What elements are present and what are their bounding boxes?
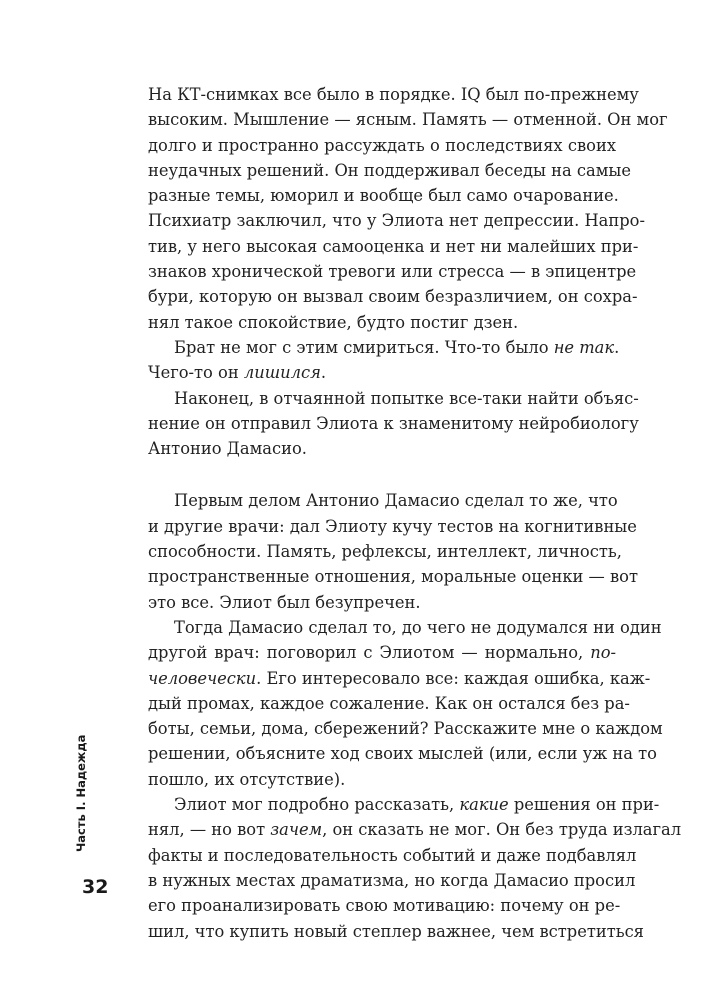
text-line: высоким. Мышление — ясным. Память — отменной. Он мог bbox=[148, 110, 668, 130]
text-run: другой врач: поговорил с Элиотом — нормально, bbox=[148, 643, 591, 663]
text-line: боты, семьи, дома, сбережений? Расскажите мне о каждом bbox=[148, 719, 663, 739]
text-line: способности. Память, рефлексы, интеллект, личность, bbox=[148, 542, 622, 562]
text-line: Наконец, в отчаянной попытке все-таки найти объяс- bbox=[174, 388, 639, 408]
text-line: в нужных местах драматизма, но когда Дамасио просил bbox=[148, 870, 636, 890]
text-line: Антонио Дамасио. bbox=[148, 439, 307, 459]
emphasis: какие bbox=[459, 795, 509, 815]
text-line: пространственные отношения, моральные оценки — вот bbox=[148, 567, 638, 587]
text-run: . bbox=[320, 363, 327, 383]
text-line: На КТ-снимках все было в порядке. IQ был по-прежнему bbox=[148, 85, 639, 104]
text-line: Тогда Дамасио сделал то, до чего не додумался ни один bbox=[174, 617, 662, 637]
section-break bbox=[148, 461, 616, 488]
text-line: Психиатр заключил, что у Элиота нет депрессии. Напро- bbox=[148, 211, 645, 231]
text-line bbox=[148, 335, 620, 360]
text-line bbox=[148, 666, 651, 691]
text-line bbox=[148, 792, 660, 817]
text-line bbox=[148, 360, 616, 385]
text-run: . Его интересовало все: каждая ошибка, каж- bbox=[256, 668, 651, 688]
text-run: Элиот мог подробно рассказать, bbox=[174, 795, 460, 815]
text-line: разные темы, юморил и вообще был само очарование. bbox=[148, 186, 619, 206]
emphasis: человечески bbox=[148, 668, 257, 688]
emphasis: лишился bbox=[243, 363, 321, 383]
running-header: Часть I. Надежда bbox=[74, 734, 88, 852]
page-number: 32 bbox=[82, 876, 109, 898]
text-line: бури, которую он вызвал своим безразличием, он сохра- bbox=[148, 287, 638, 307]
text-run: Брат не мог с этим смириться. Что-то было bbox=[174, 337, 554, 357]
text-run: нял, — но вот bbox=[148, 820, 271, 840]
text-line: нение он отправил Элиота к знаменитому нейробиологу bbox=[148, 413, 639, 433]
text-line: Первым делом Антонио Дамасио сделал то же, что bbox=[174, 491, 618, 511]
text-line: его проанализировать свою мотивацию: почему он ре- bbox=[148, 896, 621, 916]
emphasis: зачем bbox=[270, 820, 323, 840]
text-line: шил, что купить новый степлер важнее, чем встретиться bbox=[148, 921, 644, 941]
text-line: тив, у него высокая самооценка и нет ни малейших при- bbox=[148, 236, 639, 256]
text-line: факты и последовательность событий и даже подбавлял bbox=[148, 845, 637, 865]
emphasis: по- bbox=[590, 643, 616, 663]
text-run: , он сказать не мог. Он без труда излагал bbox=[322, 820, 682, 840]
text-run: решения он при- bbox=[508, 795, 660, 815]
text-line: долго и пространно рассуждать о последствиях своих bbox=[148, 135, 616, 155]
text-line: знаков хронической тревоги или стресса — в эпицентре bbox=[148, 262, 637, 282]
text-line bbox=[148, 640, 616, 665]
text-run: Чего-то он bbox=[148, 363, 244, 383]
text-line: решении, объясните ход своих мыслей (или, если уж на то bbox=[148, 744, 657, 764]
text-line: пошло, их отсутствие). bbox=[148, 769, 346, 789]
text-line: это все. Элиот был безупречен. bbox=[148, 592, 421, 612]
text-line: нял такое спокойствие, будто постиг дзен. bbox=[148, 312, 519, 332]
text-run: . bbox=[614, 337, 620, 357]
text-line: и другие врачи: дал Элиоту кучу тестов на когнитивные bbox=[148, 516, 637, 536]
emphasis: не так bbox=[553, 337, 615, 357]
text-line bbox=[148, 817, 682, 842]
text-line: неудачных решений. Он поддерживал беседы на самые bbox=[148, 160, 631, 180]
text-line: дый промах, каждое сожаление. Как он остался без ра- bbox=[148, 693, 630, 713]
body-text bbox=[148, 82, 682, 944]
